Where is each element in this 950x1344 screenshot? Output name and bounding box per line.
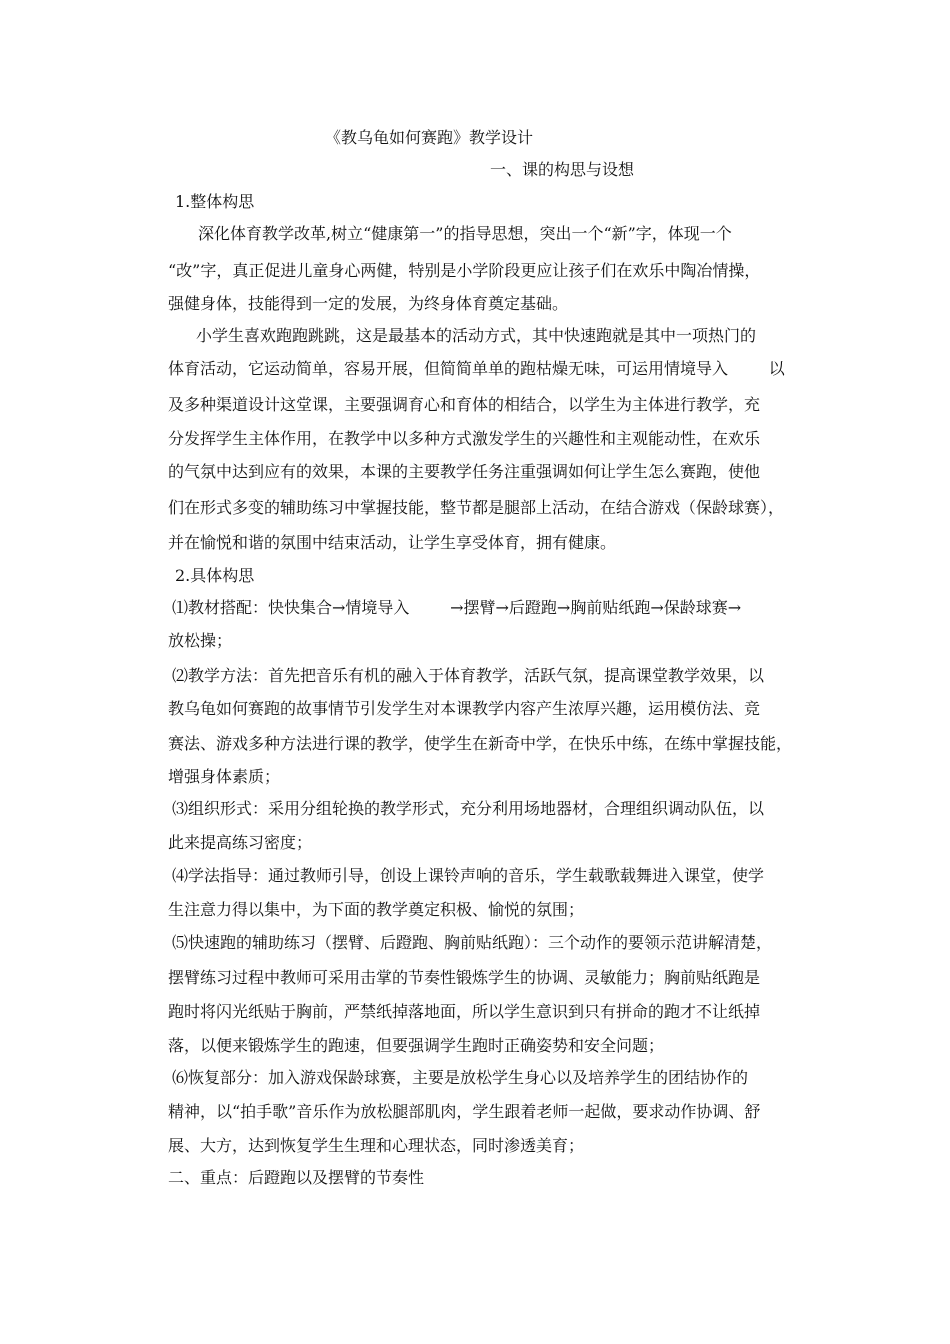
list-item-line: ⑷学法指导：通过教师引导，创设上课铃声响的音乐，学生载歌载舞进入课堂，使学 xyxy=(172,866,765,885)
section-heading-concept: 一、课的构思与设想 xyxy=(490,160,635,179)
paragraph-line: 的气氛中达到应有的效果，本课的主要教学任务注重强调如何让学生怎么赛跑，使他 xyxy=(168,462,761,481)
paragraph-line: 强健身体，技能得到一定的发展，为终身体育奠定基础。 xyxy=(168,294,569,313)
paragraph-line: 们在形式多变的辅助练习中掌握技能，整节都是腿部上活动，在结合游戏（保龄球赛）， xyxy=(168,498,785,517)
subheading-specific: 2.具体构思 xyxy=(175,566,255,585)
paragraph-line: 及多种渠道设计这堂课，主要强调育心和育体的相结合，以学生为主体进行教学，充 xyxy=(168,395,761,414)
list-item-line: 放松操； xyxy=(168,631,233,650)
list-item-line: 展、大方，达到恢复学生生理和心理状态，同时渗透美育； xyxy=(168,1136,585,1155)
list-item-line: 教乌龟如何赛跑的故事情节引发学生对本课教学内容产生浓厚兴趣，运用模仿法、竞 xyxy=(168,699,761,718)
list-item-line: ⑴教材搭配：快快集合→情境导入 →摆臂→后蹬跑→胸前贴纸跑→保龄球赛→ xyxy=(172,598,742,617)
paragraph-line: 分发挥学生主体作用，在教学中以多种方式激发学生的兴趣性和主观能动性，在欢乐 xyxy=(168,429,761,448)
list-item-line: ⑶组织形式：采用分组轮换的教学形式，充分利用场地器材，合理组织调动队伍，以 xyxy=(172,799,765,818)
list-item-line: 落，以便来锻炼学生的跑速，但要强调学生跑时正确姿势和安全问题； xyxy=(168,1036,665,1055)
paragraph-line: 体育活动，它运动简单，容易开展，但简简单单的跑枯燥无味，可运用情境导入 以 xyxy=(168,359,785,378)
list-item-line: 精神，以“拍手歌”音乐作为放松腿部肌肉，学生跟着老师一起做，要求动作协调、舒 xyxy=(168,1102,761,1121)
list-item-line: 此来提高练习密度； xyxy=(168,833,313,852)
paragraph-line: 深化体育教学改革,树立“健康第一”的指导思想，突出一个“新”字，体现一个 xyxy=(198,224,732,243)
list-item-line: ⑵教学方法：首先把音乐有机的融入于体育教学，活跃气氛，提高课堂教学效果，以 xyxy=(172,666,765,685)
paragraph-line: “改”字，真正促进儿童身心两健，特别是小学阶段更应让孩子们在欢乐中陶冶情操， xyxy=(168,261,761,280)
list-item-line: 增强身体素质； xyxy=(168,767,281,786)
list-item-line: 摆臂练习过程中教师可采用击掌的节奏性锻炼学生的协调、灵敏能力；胸前贴纸跑是 xyxy=(168,968,761,987)
document-title: 《教乌龟如何赛跑》教学设计 xyxy=(325,128,534,147)
paragraph-line: 并在愉悦和谐的氛围中结束活动，让学生享受体育，拥有健康。 xyxy=(168,533,617,552)
list-item-line: ⑹恢复部分：加入游戏保龄球赛，主要是放松学生身心以及培养学生的团结协作的 xyxy=(172,1068,749,1087)
list-item-line: 赛法、游戏多种方法进行课的教学，使学生在新奇中学，在快乐中练，在练中掌握技能， xyxy=(168,734,793,753)
list-item-line: 跑时将闪光纸贴于胸前，严禁纸掉落地面，所以学生意识到只有拼命的跑才不让纸掉 xyxy=(168,1002,761,1021)
paragraph-line: 小学生喜欢跑跑跳跳，这是最基本的活动方式，其中快速跑就是其中一项热门的 xyxy=(196,326,757,345)
list-item-line: ⑸快速跑的辅助练习（摆臂、后蹬跑、胸前贴纸跑）：三个动作的要领示范讲解清楚， xyxy=(172,933,773,952)
section-heading-key-points: 二、重点：后蹬跑以及摆臂的节奏性 xyxy=(168,1168,425,1187)
list-item-line: 生注意力得以集中，为下面的教学奠定积极、愉悦的氛围； xyxy=(168,900,585,919)
subheading-overall: 1.整体构思 xyxy=(175,192,255,211)
